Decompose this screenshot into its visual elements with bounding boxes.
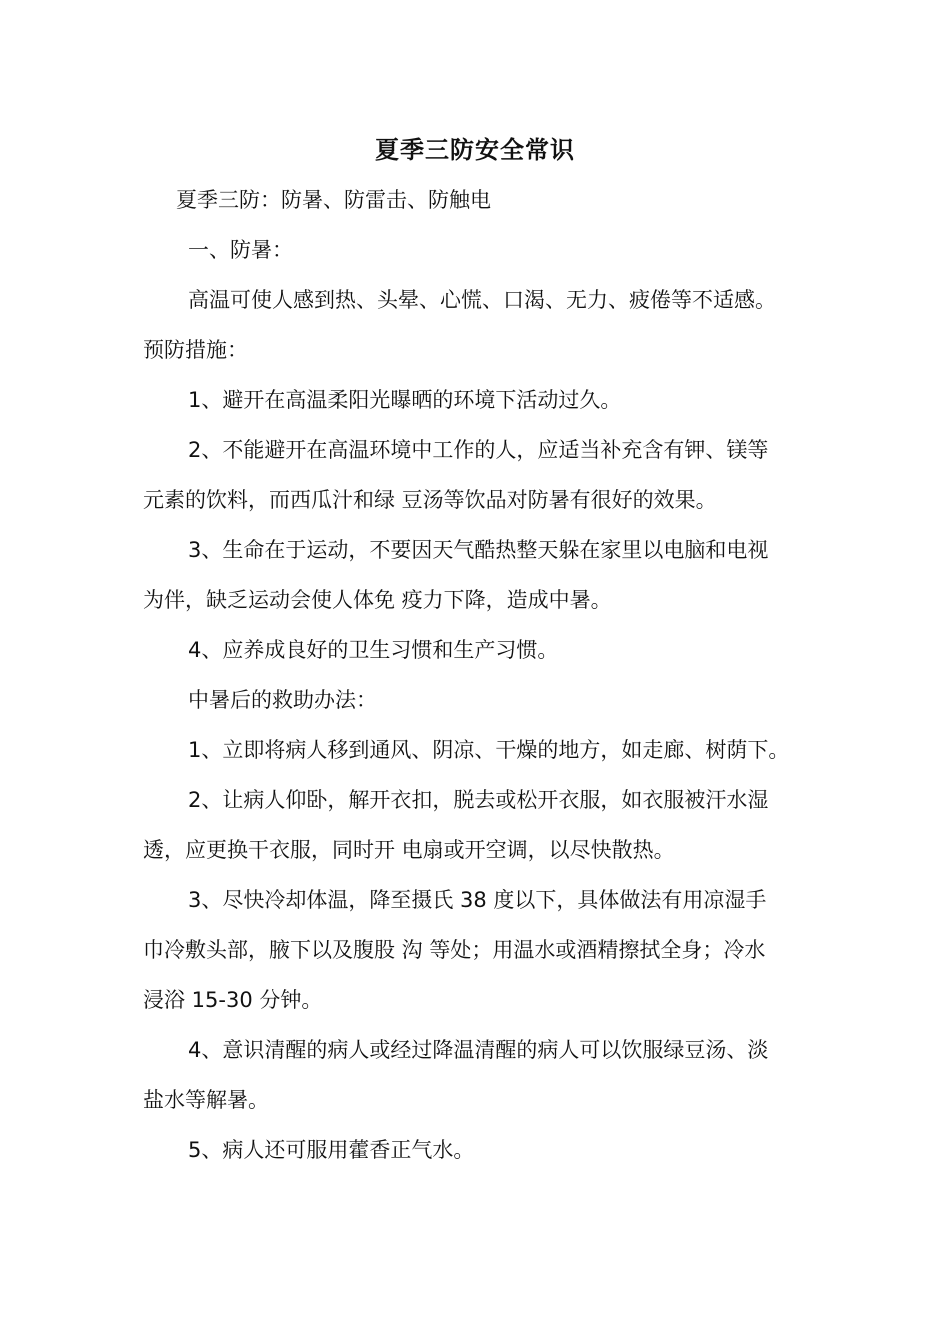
list-item: 2、不能避开在高温环境中工作的人，应适当补充含有钾、镁等	[188, 438, 769, 462]
list-item-continuation: 浸浴 15-30 分钟。	[143, 988, 323, 1012]
list-item-continuation: 透，应更换干衣服，同时开 电扇或开空调，以尽快散热。	[143, 838, 675, 862]
paragraph-line: 高温可使人感到热、头晕、心慌、口渴、无力、疲倦等不适感。	[188, 288, 776, 312]
document-title: 夏季三防安全常识	[375, 136, 575, 164]
list-item-continuation: 为伴，缺乏运动会使人体免 疫力下降，造成中暑。	[143, 588, 612, 612]
intro-line: 夏季三防：防暑、防雷击、防触电	[176, 188, 491, 212]
list-item: 1、立即将病人移到通风、阴凉、干燥的地方，如走廊、树荫下。	[188, 738, 790, 762]
list-item: 1、避开在高温柔阳光曝晒的环境下活动过久。	[188, 388, 622, 412]
list-item-continuation: 盐水等解暑。	[143, 1088, 269, 1112]
list-item: 5、病人还可服用藿香正气水。	[188, 1138, 475, 1162]
list-item: 3、生命在于运动，不要因天气酷热整天躲在家里以电脑和电视	[188, 538, 769, 562]
subheading: 预防措施：	[143, 338, 248, 362]
section-heading: 一、防暑：	[188, 238, 293, 262]
list-item: 3、尽快冷却体温，降至摄氏 38 度以下，具体做法有用凉湿手	[188, 888, 767, 912]
list-item: 4、意识清醒的病人或经过降温清醒的病人可以饮服绿豆汤、淡	[188, 1038, 769, 1062]
list-item-continuation: 巾冷敷头部，腋下以及腹股 沟 等处；用温水或酒精擦拭全身；冷水	[143, 938, 766, 962]
list-item-continuation: 元素的饮料，而西瓜汁和绿 豆汤等饮品对防暑有很好的效果。	[143, 488, 717, 512]
list-item: 4、应养成良好的卫生习惯和生产习惯。	[188, 638, 559, 662]
list-item: 2、让病人仰卧，解开衣扣，脱去或松开衣服，如衣服被汗水湿	[188, 788, 769, 812]
subheading: 中暑后的救助办法：	[188, 688, 377, 712]
